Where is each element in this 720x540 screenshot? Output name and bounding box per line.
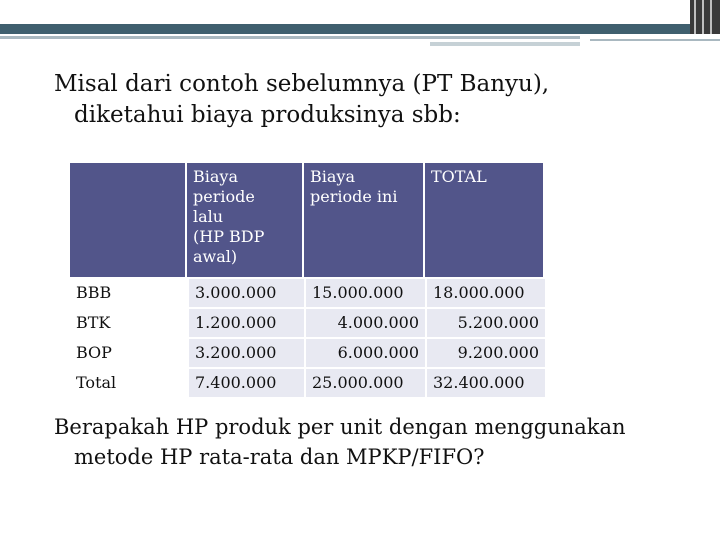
- top-band: [0, 0, 720, 24]
- question-line-2: metode HP rata-rata dan MPKP/FIFO?: [74, 445, 485, 469]
- cell-current: 25.000.000: [304, 367, 425, 397]
- question-text: [54, 412, 714, 472]
- table-row: [70, 337, 545, 367]
- divider-line: [0, 36, 580, 39]
- header-cell-empty: [70, 163, 187, 277]
- cell-current: 4.000.000: [304, 307, 425, 337]
- cell-prior: 3.200.000: [187, 337, 304, 367]
- question-line-1: Berapakah HP produk per unit dengan menggunakan: [54, 415, 626, 439]
- cell-total: 5.200.000: [425, 307, 545, 337]
- cell-current: 6.000.000: [304, 337, 425, 367]
- divider-line-right: [590, 39, 720, 41]
- table-row: [70, 307, 545, 337]
- top-accent-bar: [0, 24, 720, 34]
- cell-prior: 7.400.000: [187, 367, 304, 397]
- cell-total: 9.200.000: [425, 337, 545, 367]
- divider-accent: [430, 42, 580, 46]
- row-label: Total: [70, 367, 187, 397]
- cell-prior: 1.200.000: [187, 307, 304, 337]
- cost-table: [70, 163, 545, 397]
- cell-total: 18.000.000: [425, 277, 545, 307]
- row-label: BTK: [70, 307, 187, 337]
- intro-line-1: Misal dari contoh sebelumnya (PT Banyu),: [54, 71, 550, 97]
- cell-prior: 3.000.000: [187, 277, 304, 307]
- cell-total: 32.400.000: [425, 367, 545, 397]
- header-cell-total: TOTAL: [425, 163, 545, 277]
- table-row: [70, 367, 545, 397]
- intro-line-2: diketahui biaya produksinya sbb:: [74, 102, 461, 128]
- row-label: BOP: [70, 337, 187, 367]
- header-cell-prior-period: Biaya periode lalu (HP BDP awal): [187, 163, 304, 277]
- header-cell-current-period: Biaya periode ini: [304, 163, 425, 277]
- row-label: BBB: [70, 277, 187, 307]
- intro-text: [54, 69, 674, 131]
- cell-current: 15.000.000: [304, 277, 425, 307]
- table-header-row: [70, 163, 545, 277]
- table-row: [70, 277, 545, 307]
